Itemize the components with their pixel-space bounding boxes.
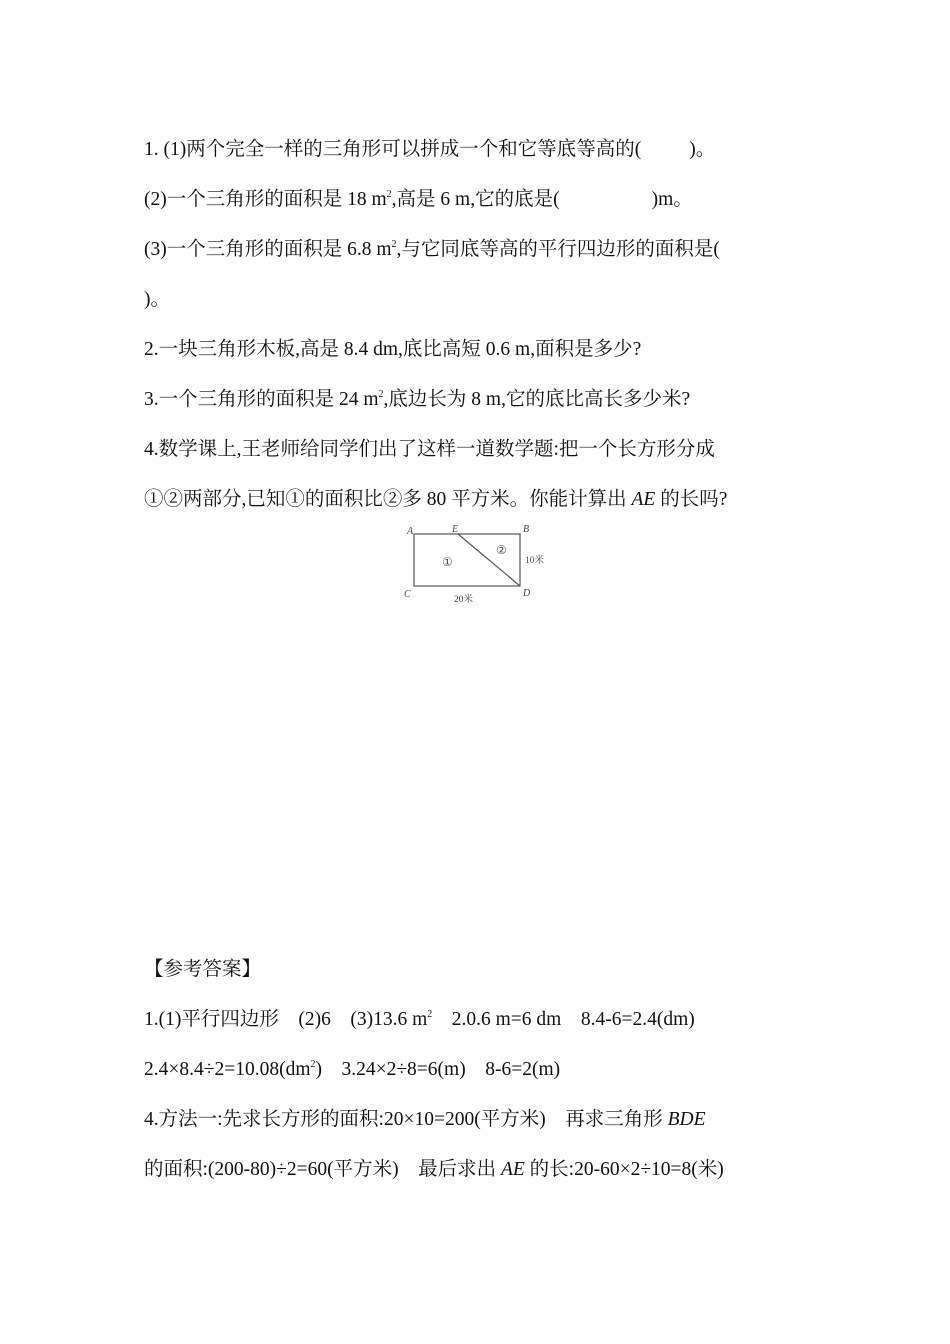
label-b: B xyxy=(523,524,530,535)
label-d: D xyxy=(523,588,531,599)
answer-1-text: 1.(1)平行四边形 (2)6 (3)13.6 m xyxy=(144,1009,428,1030)
q1-1-text: 1. (1)两个完全一样的三角形可以拼成一个和它等底等高的( xyxy=(144,139,642,160)
height-label: 10米 xyxy=(525,556,545,566)
question-4-line1 xyxy=(144,436,715,464)
q4-text-2b: 的长吗? xyxy=(655,489,728,510)
region-2-label: ② xyxy=(496,543,507,557)
answer-2-text: 2.4×8.4÷2=10.08(dm xyxy=(144,1059,311,1080)
superscript: 2 xyxy=(378,389,384,400)
question-1-1 xyxy=(144,136,715,164)
diagonal-ed xyxy=(458,534,520,586)
superscript: 2 xyxy=(427,1009,433,1020)
answer-4-text-b: 的长:20-60×2÷10=8(米) xyxy=(524,1159,724,1180)
q1-1-end: )。 xyxy=(689,139,716,160)
superscript: 2 xyxy=(386,189,392,200)
q4-ae: AE xyxy=(631,489,656,510)
answer-4-ae: AE xyxy=(500,1159,525,1180)
question-4-line2 xyxy=(144,486,727,514)
q1-3-end: )。 xyxy=(144,289,170,310)
answer-3-bde: BDE xyxy=(667,1109,706,1130)
answers-heading-text: 【参考答案】 xyxy=(144,959,262,980)
answers-heading xyxy=(144,956,261,984)
q3-text: 3.一个三角形的面积是 24 m xyxy=(144,389,379,410)
q2-text: 2.一块三角形木板,高是 8.4 dm,底比高短 0.6 m,面积是多少? xyxy=(144,339,642,360)
region-1-label: ① xyxy=(442,555,453,569)
answer-3-text: 4.方法一:先求长方形的面积:20×10=200(平方米) 再求三角形 xyxy=(144,1109,668,1130)
q4-text-1: 4.数学课上,王老师给同学们出了这样一道数学题:把一个长方形分成 xyxy=(144,439,715,460)
answer-4-text: 的面积:(200-80)÷2=60(平方米) 最后求出 xyxy=(144,1159,501,1180)
superscript: 2 xyxy=(310,1059,316,1070)
q4-text-2a: ①②两部分,已知①的面积比②多 80 平方米。你能计算出 xyxy=(144,489,632,510)
label-c: C xyxy=(404,589,411,600)
q1-2-end: )m。 xyxy=(651,189,693,210)
q1-2-text-b: ,高是 6 m,它的底是( xyxy=(391,189,560,210)
question-1-2 xyxy=(144,186,693,214)
q1-2-text: (2)一个三角形的面积是 18 m xyxy=(144,189,387,210)
answer-line-3 xyxy=(144,1106,705,1134)
superscript: 2 xyxy=(391,239,397,250)
question-1-3-cont xyxy=(144,286,170,314)
answer-line-1 xyxy=(144,1006,695,1034)
question-3 xyxy=(144,386,690,414)
label-e: E xyxy=(452,524,459,535)
label-a: A xyxy=(407,526,414,537)
rectangle-figure xyxy=(396,518,556,608)
question-1-3 xyxy=(144,236,720,264)
q1-3-text-b: ,与它同底等高的平行四边形的面积是( xyxy=(396,239,720,260)
q3-text-b: ,底边长为 8 m,它的底比高长多少米? xyxy=(383,389,691,410)
answer-line-2 xyxy=(144,1056,560,1084)
width-label: 20米 xyxy=(454,595,474,605)
answer-1-text-b: 2.0.6 m=6 dm 8.4-6=2.4(dm) xyxy=(432,1009,695,1030)
answer-line-4 xyxy=(144,1156,724,1184)
q1-3-text: (3)一个三角形的面积是 6.8 m xyxy=(144,239,392,260)
answer-2-text-b: ) 3.24×2÷8=6(m) 8-6=2(m) xyxy=(315,1059,561,1080)
question-2 xyxy=(144,336,641,364)
